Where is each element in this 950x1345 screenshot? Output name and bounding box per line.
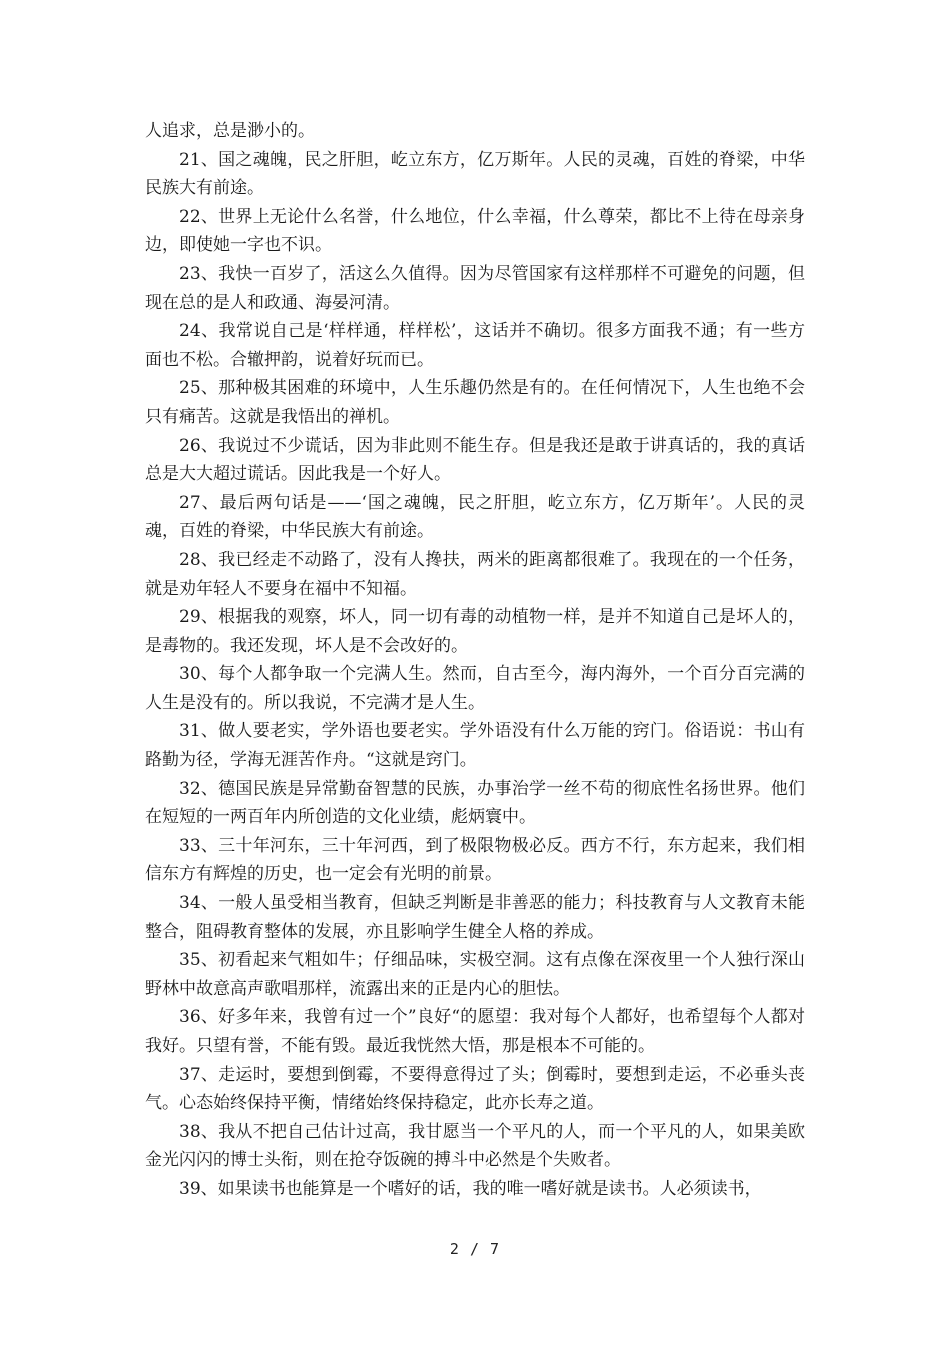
paragraph-21: 21、国之魂魄，民之肝胆，屹立东方，亿万斯年。人民的灵魂，百姓的脊梁，中华民族大有前途。 bbox=[145, 149, 805, 199]
paragraph-36: 36、好多年来，我曾有过一个”良好“的愿望：我对每个人都好，也希望每个人都对我好。只望有誉，不能有毁。最近我恍然大悟，那是根本不可能的。 bbox=[145, 1007, 805, 1056]
paragraph-29: 29、根据我的观察，坏人，同一切有毒的动植物一样，是并不知道自己是坏人的，是毒物的。我还发现，坏人是不会改好的。 bbox=[145, 607, 805, 656]
paragraph-22: 22、世界上无论什么名誉，什么地位，什么幸福，什么尊荣，都比不上待在母亲身边，即使她一字也不识。 bbox=[145, 206, 805, 256]
paragraph-30: 30、每个人都争取一个完满人生。然而，自古至今，海内海外，一个百分百完满的人生是没有的。所以我说，不完满才是人生。 bbox=[145, 664, 805, 713]
document-body bbox=[145, 117, 805, 1204]
paragraph-28: 28、我已经走不动路了，没有人搀扶，两米的距离都很难了。我现在的一个任务，就是劝年轻人不要身在福中不知福。 bbox=[145, 549, 805, 599]
paragraph-27: 27、最后两句话是——‘国之魂魄，民之肝胆，屹立东方，亿万斯年’。人民的灵魂，百姓的脊梁，中华民族大有前途。 bbox=[145, 492, 805, 542]
paragraph-continued: 人追求，总是渺小的。 bbox=[145, 121, 315, 141]
paragraph-39: 39、如果读书也能算是一个嗜好的话，我的唯一嗜好就是读书。人必须读书， bbox=[179, 1178, 762, 1199]
paragraph-34: 34、一般人虽受相当教育，但缺乏判断是非善恶的能力；科技教育与人文教育未能整合，阻碍教育整体的发展，亦且影响学生健全人格的养成。 bbox=[145, 893, 805, 942]
paragraph-25: 25、那种极其困难的环境中，人生乐趣仍然是有的。在任何情况下，人生也绝不会只有痛苦。这就是我悟出的禅机。 bbox=[145, 378, 805, 427]
paragraph-35: 35、初看起来气粗如牛；仔细品味，实极空洞。这有点像在深夜里一个人独行深山野林中故意高声歌唱那样，流露出来的正是内心的胆怯。 bbox=[145, 950, 805, 999]
paragraph-23: 23、我快一百岁了，活这么久值得。因为尽管国家有这样那样不可避免的问题，但现在总的是人和政通、海晏河清。 bbox=[145, 263, 805, 313]
paragraph-26: 26、我说过不少谎话，因为非此则不能生存。但是我还是敢于讲真话的，我的真话总是大大超过谎话。因此我是一个好人。 bbox=[145, 435, 805, 485]
paragraph-37: 37、走运时，要想到倒霉，不要得意得过了头；倒霉时，要想到走运，不必垂头丧气。心态始终保持平衡，情绪始终保持稳定，此亦长寿之道。 bbox=[145, 1064, 805, 1114]
paragraph-24: 24、我常说自己是‘样样通，样样松’，这话并不确切。很多方面我不通；有一些方面也不松。合辙押韵，说着好玩而已。 bbox=[145, 321, 805, 370]
paragraph-31: 31、做人要老实，学外语也要老实。学外语没有什么万能的窍门。俗语说：书山有路勤为径，学海无涯苦作舟。“这就是窍门。 bbox=[145, 721, 805, 771]
paragraph-38: 38、我从不把自己估计过高，我甘愿当一个平凡的人，而一个平凡的人，如果美欧金光闪闪的博士头衔，则在抢夺饭碗的搏斗中必然是个失败者。 bbox=[145, 1121, 805, 1171]
paragraph-33: 33、三十年河东，三十年河西，到了极限物极必反。西方不行，东方起来，我们相信东方有辉煌的历史，也一定会有光明的前景。 bbox=[145, 835, 805, 885]
page-number: 2 / 7 bbox=[449, 1240, 501, 1258]
paragraph-32: 32、德国民族是异常勤奋智慧的民族，办事治学一丝不苟的彻底性名扬世界。他们在短短的一两百年内所创造的文化业绩，彪炳寰中。 bbox=[145, 778, 805, 828]
